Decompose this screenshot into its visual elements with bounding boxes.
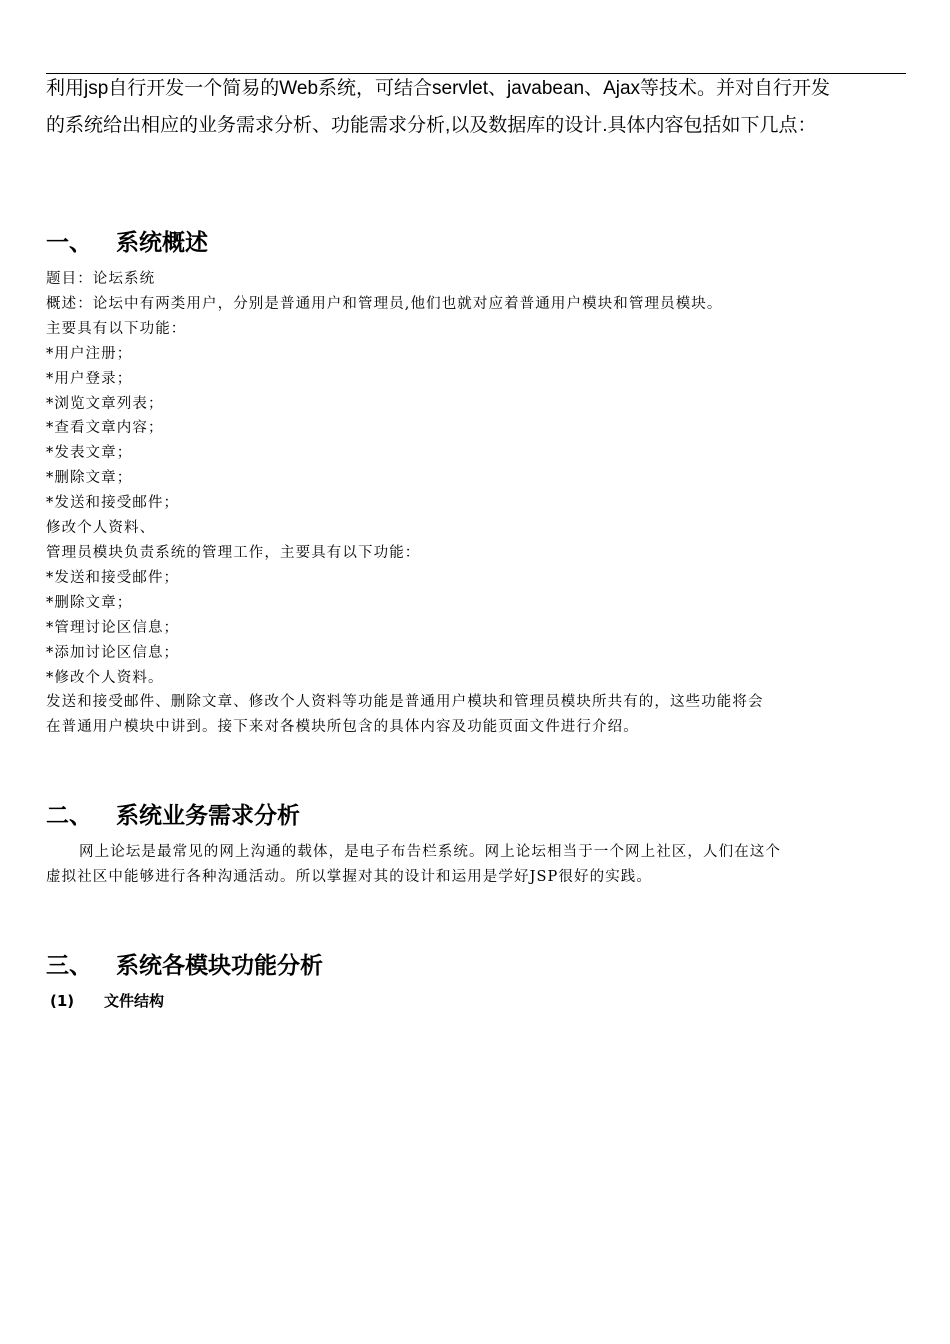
- intro-paragraph: [46, 70, 908, 144]
- feature-item: *管理讨论区信息；: [46, 619, 180, 636]
- feature-item: *用户注册；: [46, 345, 133, 362]
- body-line: 概述：论坛中有两类用户，分别是普通用户和管理员,他们也就对应着普通用户模块和管理员模块。: [46, 295, 723, 312]
- feature-item: *修改个人资料。: [46, 669, 164, 686]
- feature-item: *发表文章；: [46, 445, 133, 462]
- section-number: 三、: [46, 953, 92, 979]
- feature-item: *发送和接受邮件；: [46, 569, 180, 586]
- feature-item: *浏览文章列表；: [46, 395, 164, 412]
- body-line: 主要具有以下功能：: [46, 320, 187, 337]
- section-title: 系统各模块功能分析: [116, 953, 323, 979]
- section-heading-overview: [46, 228, 208, 258]
- feature-item: *发送和接受邮件；: [46, 495, 180, 512]
- intro-line: 利用jsp自行开发一个简易的Web系统，可结合servlet、javabean、Ajax等技术。并对自行开发: [46, 78, 831, 99]
- section-title: 系统概述: [116, 230, 208, 256]
- subsection-heading-file-structure: [50, 990, 164, 1012]
- feature-item: *添加讨论区信息；: [46, 644, 180, 661]
- body-line: 虚拟社区中能够进行各种沟通活动。所以掌握对其的设计和运用是学好JSP很好的实践。: [46, 869, 652, 885]
- feature-item: 修改个人资料、: [46, 520, 156, 537]
- feature-item: *查看文章内容；: [46, 420, 164, 437]
- overview-body: [46, 267, 910, 740]
- body-line: 发送和接受邮件、删除文章、修改个人资料等功能是普通用户模块和管理员模块所共有的，这些功能将会: [46, 694, 764, 711]
- subsection-title: 文件结构: [104, 992, 165, 1010]
- section-heading-business-analysis: [46, 801, 300, 831]
- body-line: 在普通用户模块中讲到。接下来对各模块所包含的具体内容及功能页面文件进行介绍。: [46, 719, 639, 736]
- body-line: 题目：论坛系统: [46, 271, 156, 287]
- body-line: 网上论坛是最常见的网上沟通的载体，是电子布告栏系统。网上论坛相当于一个网上社区，人们在这个: [79, 844, 781, 860]
- intro-line: 的系统给出相应的业务需求分析、功能需求分析,以及数据库的设计.具体内容包括如下几点：: [46, 115, 817, 136]
- section-title: 系统业务需求分析: [116, 803, 300, 829]
- business-analysis-paragraph: [46, 840, 912, 890]
- feature-item: *用户登录；: [46, 370, 133, 387]
- section-number: 一、: [46, 230, 92, 256]
- subsection-number: (1): [50, 992, 75, 1010]
- feature-item: *删除文章；: [46, 470, 133, 487]
- body-line: 管理员模块负责系统的管理工作，主要具有以下功能：: [46, 544, 421, 561]
- feature-item: *删除文章；: [46, 594, 133, 611]
- section-heading-module-analysis: [46, 951, 323, 981]
- section-number: 二、: [46, 803, 92, 829]
